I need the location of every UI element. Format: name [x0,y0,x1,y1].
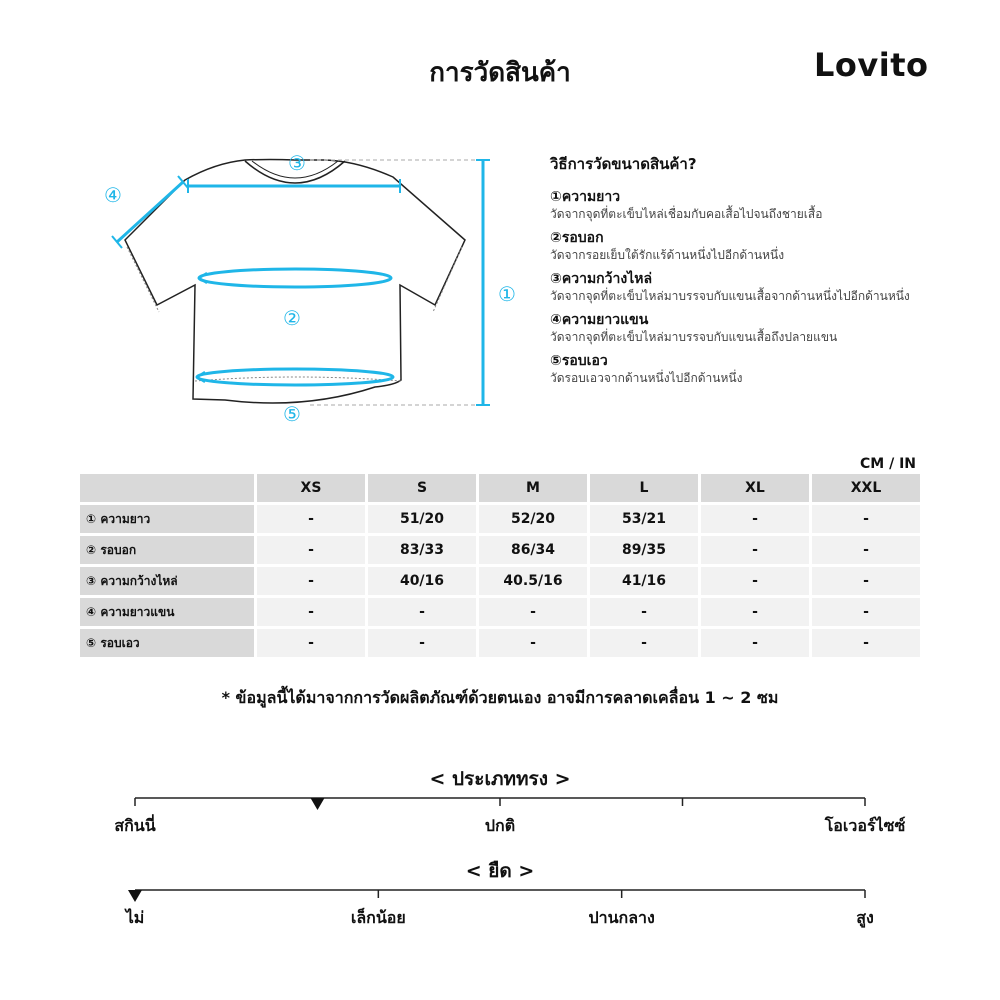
instruction-desc: วัดรอบเอวจากด้านหนึ่งไปอีกด้านหนึ่ง [550,371,743,385]
instruction-title: ②รอบอก [550,230,604,246]
instruction-desc: วัดจากจุดที่ตะเข็บไหล่เชื่อมกับคอเสื้อไปจนถึงชายเสื้อ [550,207,823,221]
row-label: ⑤ รอบเอว [80,629,254,657]
instruction-item [550,270,980,305]
table-cell: - [812,629,920,657]
table-cell: 52/20 [479,505,587,533]
marker-waist: ⑤ [283,402,301,426]
table-row [80,567,920,595]
table-cell: - [701,536,809,564]
table-cell: - [368,629,476,657]
table-cell: 86/34 [479,536,587,564]
marker-shoulder: ③ [288,151,306,175]
instruction-desc: วัดจากรอยเย็บใต้รักแร้ด้านหนึ่งไปอีกด้านหนึ่ง [550,248,785,262]
table-cell: - [368,598,476,626]
fit-scale-label: สกินนี่ [114,816,156,835]
measurement-note: * ข้อมูลนี้ได้มาจากการวัดผลิตภัณฑ์ด้วยตนเอง อาจมีการคลาดเคลื่อน 1 ~ 2 ซม [221,688,779,707]
table-cell: - [479,598,587,626]
table-cell: - [257,567,365,595]
instruction-title: ③ความกว้างไหล่ [550,271,653,287]
marker-length: ① [498,282,516,306]
stretch-scale-label: ไม่ [125,908,145,927]
size-header: L [590,474,698,502]
table-cell: - [701,629,809,657]
table-cell: - [590,598,698,626]
table-cell: - [701,598,809,626]
table-header-row [80,474,920,502]
table-cell: 89/35 [590,536,698,564]
instruction-item [550,352,980,387]
instruction-title: ①ความยาว [550,189,621,205]
instruction-desc: วัดจากจุดที่ตะเข็บไหล่มาบรรจบกับแขนเสื้อจากด้านหนึ่งไปอีกด้านหนึ่ง [550,289,910,303]
size-table [77,471,923,660]
stretch-scale [0,884,1000,924]
table-corner [80,474,254,502]
table-cell: - [257,629,365,657]
table-cell: 40/16 [368,567,476,595]
tshirt-measurement-diagram [95,145,525,430]
table-cell: - [257,536,365,564]
instruction-desc: วัดจากจุดที่ตะเข็บไหล่มาบรรจบกับแขนเสื้อถึงปลายแขน [550,330,838,344]
marker-chest: ② [283,306,301,330]
marker-sleeve: ④ [104,183,122,207]
instruction-item [550,229,980,264]
table-cell: - [701,505,809,533]
instructions-heading: วิธีการวัดขนาดสินค้า? [550,155,697,173]
table-cell: 51/20 [368,505,476,533]
stretch-scale-marker [128,890,142,902]
measurement-instructions [550,152,980,393]
table-cell: - [257,505,365,533]
table-cell: 40.5/16 [479,567,587,595]
instruction-title: ④ความยาวแขน [550,312,649,328]
brand-logo: Lovito [814,46,929,84]
table-cell: - [812,536,920,564]
table-cell: 53/21 [590,505,698,533]
size-header: S [368,474,476,502]
row-label: ④ ความยาวแขน [80,598,254,626]
table-row [80,505,920,533]
size-header: XS [257,474,365,502]
size-header: XL [701,474,809,502]
fit-scale-label: โอเวอร์ไซซ์ [824,816,906,835]
table-row [80,629,920,657]
instruction-item [550,188,980,223]
stretch-scale-label: สูง [856,908,874,927]
instruction-title: ⑤รอบเอว [550,353,608,369]
table-cell: - [812,567,920,595]
fit-scale-title: < ประเภททรง > [429,768,571,790]
fit-scale-label: ปกติ [484,816,516,835]
table-cell: - [479,629,587,657]
table-cell: - [812,598,920,626]
stretch-scale-label: ปานกลาง [588,908,655,927]
size-header: M [479,474,587,502]
unit-label: CM / IN [860,456,916,472]
table-cell: 83/33 [368,536,476,564]
size-header: XXL [812,474,920,502]
row-label: ② รอบอก [80,536,254,564]
instruction-item [550,311,980,346]
stretch-scale-title: < ยืด > [465,860,535,882]
tshirt-outline [125,160,465,404]
table-cell: - [812,505,920,533]
table-cell: 41/16 [590,567,698,595]
page-title: การวัดสินค้า [429,58,571,88]
table-cell: - [701,567,809,595]
stretch-scale-label: เล็กน้อย [350,908,406,927]
table-cell: - [257,598,365,626]
fit-scale-marker [311,798,325,810]
table-row [80,598,920,626]
table-row [80,536,920,564]
row-label: ③ ความกว้างไหล่ [80,567,254,595]
table-cell: - [590,629,698,657]
row-label: ① ความยาว [80,505,254,533]
